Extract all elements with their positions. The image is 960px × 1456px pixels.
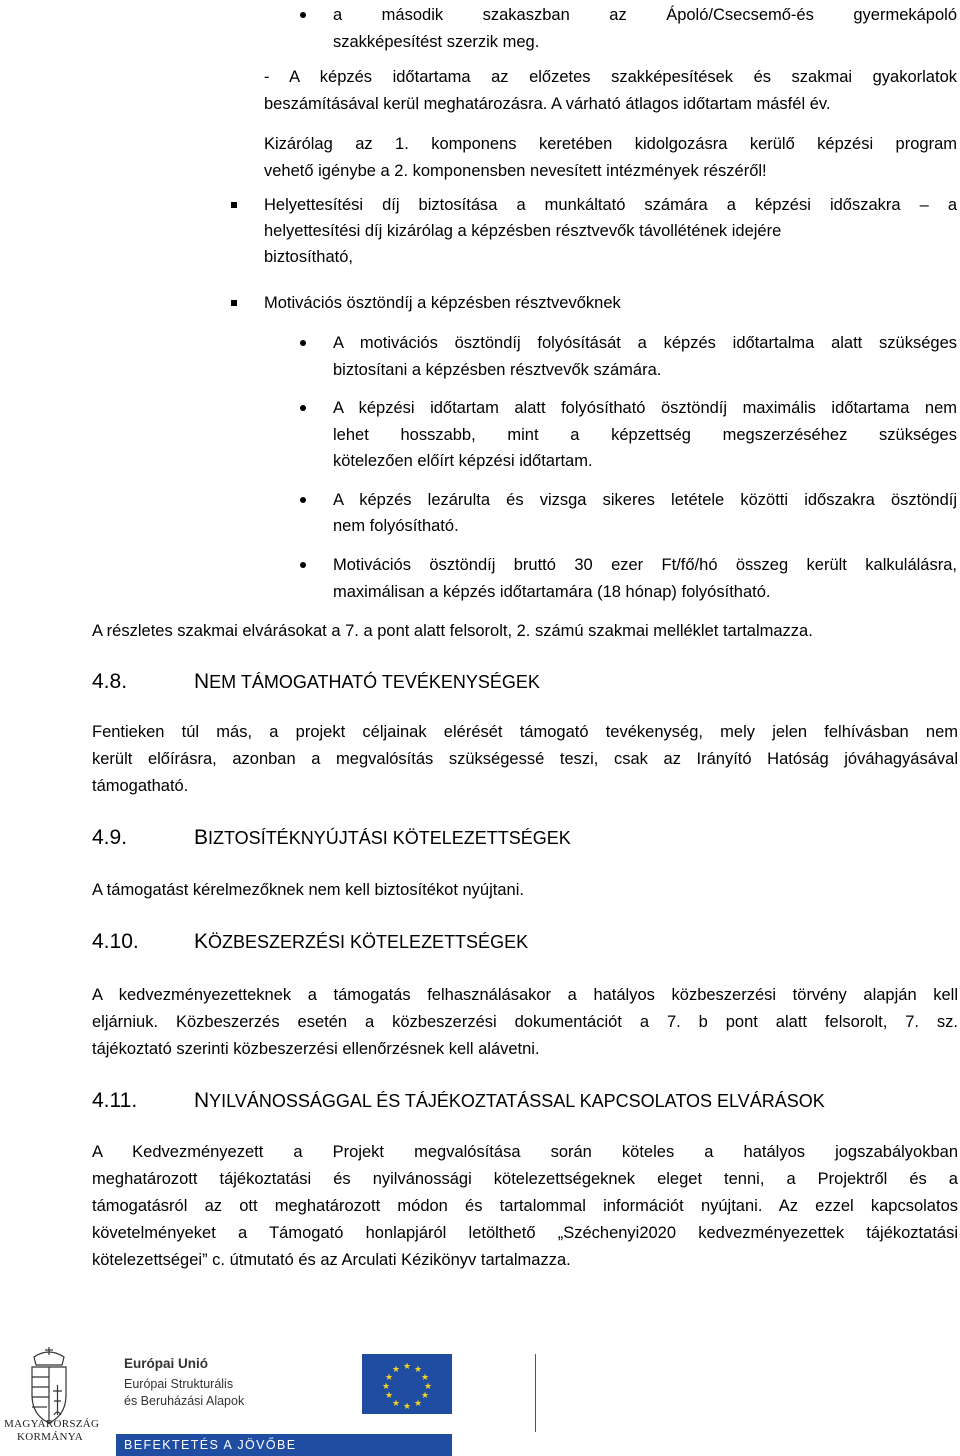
list-item-cont: nem folyósítható. bbox=[333, 517, 459, 535]
dash-paragraph-line2: beszámításával kerül meghatározásra. A várható átlagos időtartam másfél év. bbox=[264, 95, 831, 113]
list-item: A képzés lezárulta és vizsga sikeres letétele közötti időszakra ösztöndíj bbox=[333, 491, 957, 509]
list-item: Motivációs ösztöndíj bruttó 30 ezer Ft/fő/hó összeg került kalkulálásra, bbox=[333, 556, 957, 574]
eu-subtitle-line2: és Beruházási Alapok bbox=[124, 1394, 245, 1408]
bullet-dot bbox=[300, 12, 306, 18]
paragraph-line: A kedvezményezetteknek a támogatás felhasználásakor a hatályos közbeszerzési törvény alapján kell bbox=[92, 986, 958, 1004]
list-item-cont: maximálisan a képzés időtartamára (18 hónap) folyósítható. bbox=[333, 583, 771, 601]
section-number: 4.10. bbox=[92, 930, 139, 953]
eu-subtitle-line1: Európai Strukturális bbox=[124, 1377, 234, 1391]
bullet-dot bbox=[300, 405, 306, 411]
paragraph-line: A támogatást kérelmezőknek nem kell biztosítékot nyújtani. bbox=[92, 881, 524, 899]
square-bullet bbox=[231, 300, 237, 306]
section-title: NEM TÁMOGATHATÓ TEVÉKENYSÉGEK bbox=[194, 670, 540, 693]
paragraph-line: követelményeket a Támogató honlapjáról letölthető „Széchenyi2020 kedvezményezettek tájékoztatási bbox=[92, 1224, 958, 1242]
paragraph-line: meghatározott tájékoztatási és nyilvánossági kötelezettségeknek eleget tenni, a Projektről és a bbox=[92, 1170, 958, 1188]
square-item-line3: biztosítható, bbox=[264, 248, 353, 266]
square-item-motivation: Motivációs ösztöndíj a képzésben résztvevőknek bbox=[264, 294, 621, 312]
list-item: A képzési időtartam alatt folyósítható ösztöndíj maximális időtartama nem bbox=[333, 399, 957, 417]
notice-line2: vehető igénybe a 2. komponensben nevesített intézmények részéről! bbox=[264, 162, 767, 180]
paragraph-line: Fentieken túl más, a projekt céljainak elérését támogató tevékenység, mely jelen felhívásban nem bbox=[92, 723, 958, 741]
paragraph-line: került előírásra, azonban a megvalósítás szükségessé teszi, csak az Irányító Hatóság jóváhagyásával bbox=[92, 750, 958, 768]
footer-divider bbox=[535, 1354, 536, 1432]
list-item-cont: szakképesítést szerzik meg. bbox=[333, 33, 540, 51]
eu-slogan-bar: BEFEKTETÉS A JÖVŐBE bbox=[116, 1434, 452, 1456]
list-item-cont: lehet hosszabb, mint a képzettség megszerzéséhez szükséges bbox=[333, 426, 957, 444]
square-bullet bbox=[231, 202, 237, 208]
paragraph-line: A Kedvezményezett a Projekt megvalósítása során köteles a hatályos jogszabályokban bbox=[92, 1143, 958, 1161]
section-title: KÖZBESZERZÉSI KÖTELEZETTSÉGEK bbox=[194, 930, 529, 953]
eu-logo-block bbox=[116, 1350, 452, 1450]
eu-flag-icon: ★ ★ ★ ★ ★ ★ ★ ★ ★ ★ ★ ★ bbox=[362, 1354, 452, 1414]
paragraph-line: kötelezettségei” c. útmutató és az Arculati Kézikönyv tartalmazza. bbox=[92, 1251, 571, 1269]
square-item-line2: helyettesítési díj kizárólag a képzésben résztvevők távollétének idejére bbox=[264, 222, 782, 240]
paragraph-line: támogatható. bbox=[92, 777, 189, 795]
square-item-line1: Helyettesítési díj biztosítása a munkáltató számára a képzési időszakra – a bbox=[264, 196, 957, 214]
detail-line: A részletes szakmai elvárásokat a 7. a pont alatt felsorolt, 2. számú szakmai melléklet tartalmazza. bbox=[92, 622, 813, 640]
paragraph-line: támogatásról az ott meghatározott módon és tartalommal információt nyújtani. Az ezzel kapcsolatos bbox=[92, 1197, 958, 1215]
bullet-dot bbox=[300, 340, 306, 346]
list-item: a második szakaszban az Ápoló/Csecsemő-és gyermekápoló bbox=[333, 6, 957, 24]
section-number: 4.11. bbox=[92, 1089, 138, 1112]
paragraph-line: eljárniuk. Közbeszerzés esetén a közbeszerzési dokumentációt a 7. b pont alatt felsorolt, 7. sz. bbox=[92, 1013, 958, 1031]
section-title: NYILVÁNOSSÁGGAL ÉS TÁJÉKOZTATÁSSAL KAPCSOLATOS ELVÁRÁSOK bbox=[194, 1089, 825, 1112]
crest-label-line2: KORMÁNYA bbox=[17, 1431, 83, 1443]
section-number: 4.8. bbox=[92, 670, 128, 693]
page-footer bbox=[0, 1330, 960, 1452]
list-item-cont: kötelezően előírt képzési időtartam. bbox=[333, 452, 593, 470]
list-item: A motivációs ösztöndíj folyósítását a képzés időtartalma alatt szükséges bbox=[333, 334, 957, 352]
bullet-dot bbox=[300, 497, 306, 503]
eu-title: Európai Unió bbox=[124, 1356, 208, 1371]
crest-label-line1: MAGYARORSZÁG bbox=[4, 1418, 100, 1430]
list-item-cont: biztosítani a képzésben résztvevők számára. bbox=[333, 361, 662, 379]
bullet-dot bbox=[300, 562, 306, 568]
paragraph-line: tájékoztató szerinti közbeszerzési ellenőrzésnek kell alávetni. bbox=[92, 1040, 540, 1058]
dash-paragraph-line1: - A képzés időtartama az előzetes szakképesítések és szakmai gyakorlatok bbox=[264, 68, 957, 86]
section-number: 4.9. bbox=[92, 826, 128, 849]
section-title: BIZTOSÍTÉKNYÚJTÁSI KÖTELEZETTSÉGEK bbox=[194, 826, 571, 849]
notice-line1: Kizárólag az 1. komponens keretében kidolgozásra kerülő képzési program bbox=[264, 135, 957, 153]
